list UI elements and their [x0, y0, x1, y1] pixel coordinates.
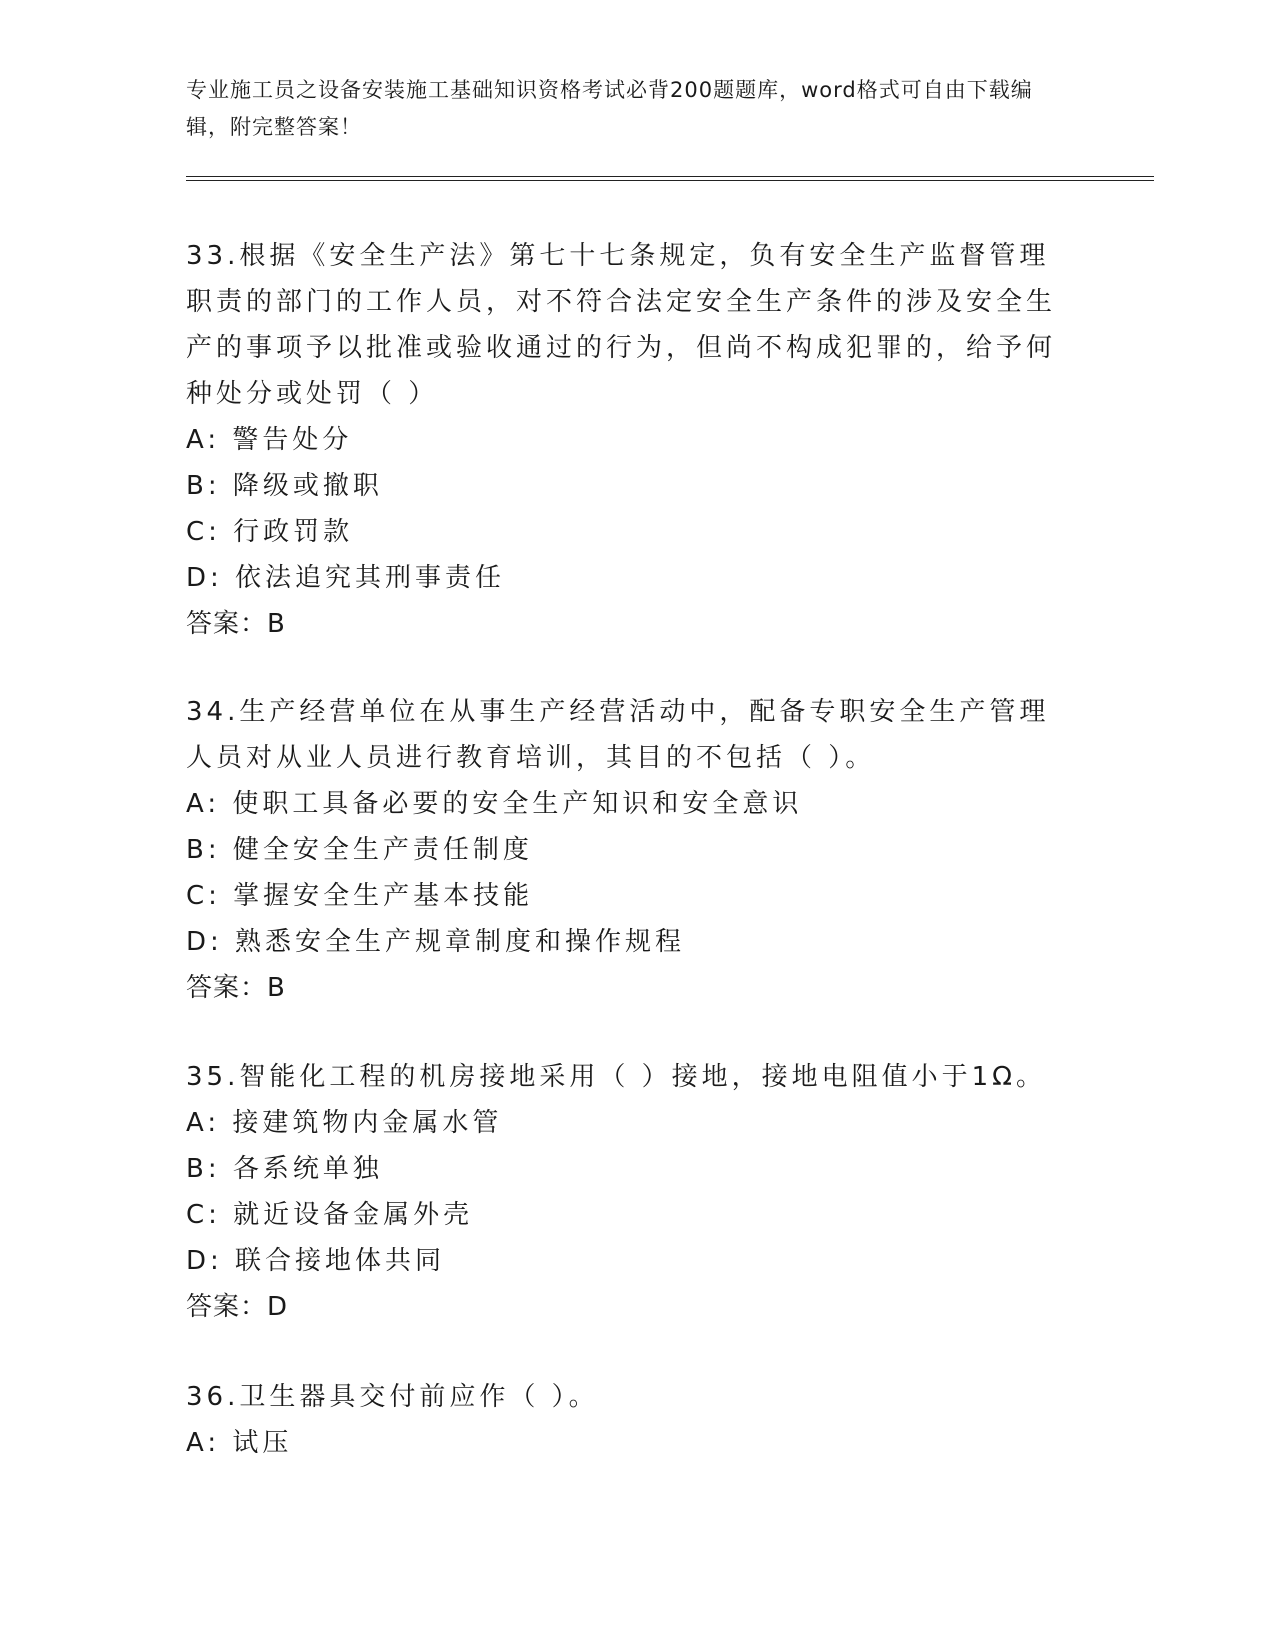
option-d: D: 依法追究其刑事责任: [186, 563, 506, 593]
option-a: A: 试压: [186, 1428, 293, 1458]
option-b: B: 降级或撤职: [186, 471, 383, 501]
question-36: [186, 1374, 1066, 1466]
option-a: A: 警告处分: [186, 425, 353, 455]
option-d: D: 熟悉安全生产规章制度和操作规程: [186, 927, 686, 957]
header-divider: [186, 176, 1154, 181]
option-d: D: 联合接地体共同: [186, 1246, 446, 1276]
question-text: 35.智能化工程的机房接地采用（ ）接地，接地电阻值小于1Ω。: [186, 1062, 1047, 1092]
option-b: B: 各系统单独: [186, 1154, 383, 1184]
question-text: 34.生产经营单位在从事生产经营活动中，配备专职安全生产管理人员对从业人员进行教育培训，其目的不包括（ ）。: [186, 697, 1050, 773]
option-a: A: 接建筑物内金属水管: [186, 1108, 503, 1138]
question-text: 36.卫生器具交付前应作（ ）。: [186, 1382, 599, 1412]
answer: 答案：B: [186, 609, 286, 639]
question-34: [186, 689, 1066, 1011]
option-c: C: 掌握安全生产基本技能: [186, 881, 534, 911]
answer: 答案：B: [186, 973, 286, 1003]
document-page: [186, 0, 1156, 1650]
question-35: [186, 1054, 1066, 1330]
option-b: B: 健全安全生产责任制度: [186, 835, 533, 865]
answer: 答案：D: [186, 1292, 289, 1322]
option-c: C: 行政罚款: [186, 517, 354, 547]
document-header: 专业施工员之设备安装施工基础知识资格考试必背200题题库，word格式可自由下载编辑，附完整答案！: [186, 78, 1033, 139]
question-text: 33.根据《安全生产法》第七十七条规定，负有安全生产监督管理职责的部门的工作人员，对不符合法定安全生产条件的涉及安全生产的事项予以批准或验收通过的行为，但尚不构成犯罪的，给予何种处分或处罚（ ）: [186, 241, 1057, 409]
question-33: [186, 233, 1066, 647]
option-a: A: 使职工具备必要的安全生产知识和安全意识: [186, 789, 803, 819]
option-c: C: 就近设备金属外壳: [186, 1200, 474, 1230]
